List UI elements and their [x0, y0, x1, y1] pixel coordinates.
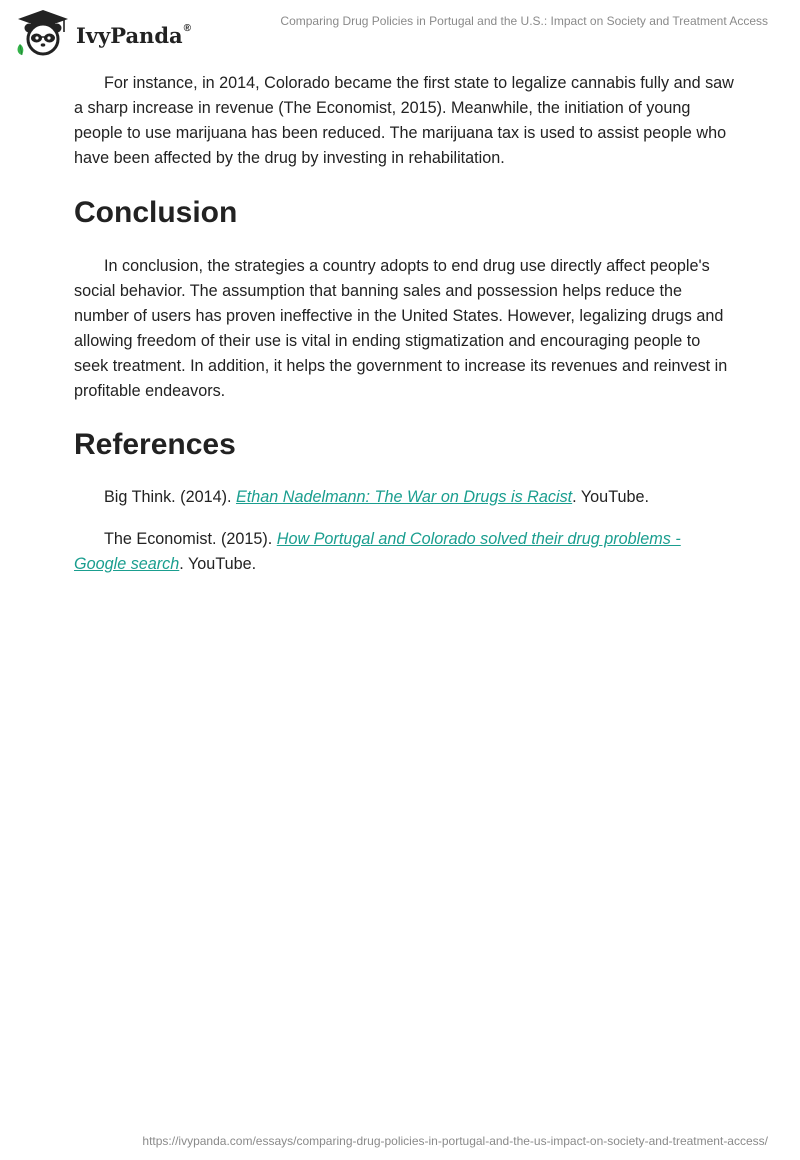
- conclusion-heading: Conclusion: [74, 196, 238, 229]
- brand-name-text: IvyPanda: [76, 22, 183, 48]
- page-header: [0, 0, 800, 64]
- document-title: Comparing Drug Policies in Portugal and the U.S.: Impact on Society and Treatment Access: [280, 14, 768, 28]
- reference-suffix: . YouTube.: [179, 555, 257, 573]
- reference-prefix: The Economist. (2015).: [104, 530, 277, 548]
- reference-item: [74, 527, 734, 577]
- reference-link[interactable]: How Portugal and Colorado solved their drug problems - Google search: [74, 530, 681, 573]
- brand-name: [76, 23, 191, 48]
- panda-graduate-logo-icon: [14, 8, 72, 58]
- conclusion-paragraph: In conclusion, the strategies a country adopts to end drug use directly affect people's social behavior. The assumption that banning sales and possession helps reduce the number of users has proven ineffective in the United States. However, legalizing drugs and allowing freedom of their use is vital in ending stigmatization and encouraging people to seek treatment. In addition, it helps the government to increase its revenues and reinvest in profitable endeavors.: [74, 257, 728, 400]
- essay-content: [74, 71, 734, 594]
- references-heading: References: [74, 428, 236, 461]
- ivypanda-logo[interactable]: [14, 8, 194, 58]
- reference-suffix: . YouTube.: [572, 488, 649, 506]
- intro-paragraph: For instance, in 2014, Colorado became the first state to legalize cannabis fully and saw a sharp increase in revenue (The Economist, 2015). Meanwhile, the initiation of young people to use marijuana has been reduced. The marijuana tax is used to assist people who have been affected by the drug by investing in rehabilitation.: [74, 74, 734, 167]
- reference-item: [74, 485, 734, 510]
- footer-url[interactable]: https://ivypanda.com/essays/comparing-drug-policies-in-portugal-and-the-us-impact-on-society-and-treatment-access/: [142, 1134, 768, 1148]
- reference-prefix: Big Think. (2014).: [104, 488, 236, 506]
- registered-mark: ®: [183, 22, 191, 34]
- reference-link[interactable]: Ethan Nadelmann: The War on Drugs is Racist: [235, 488, 573, 506]
